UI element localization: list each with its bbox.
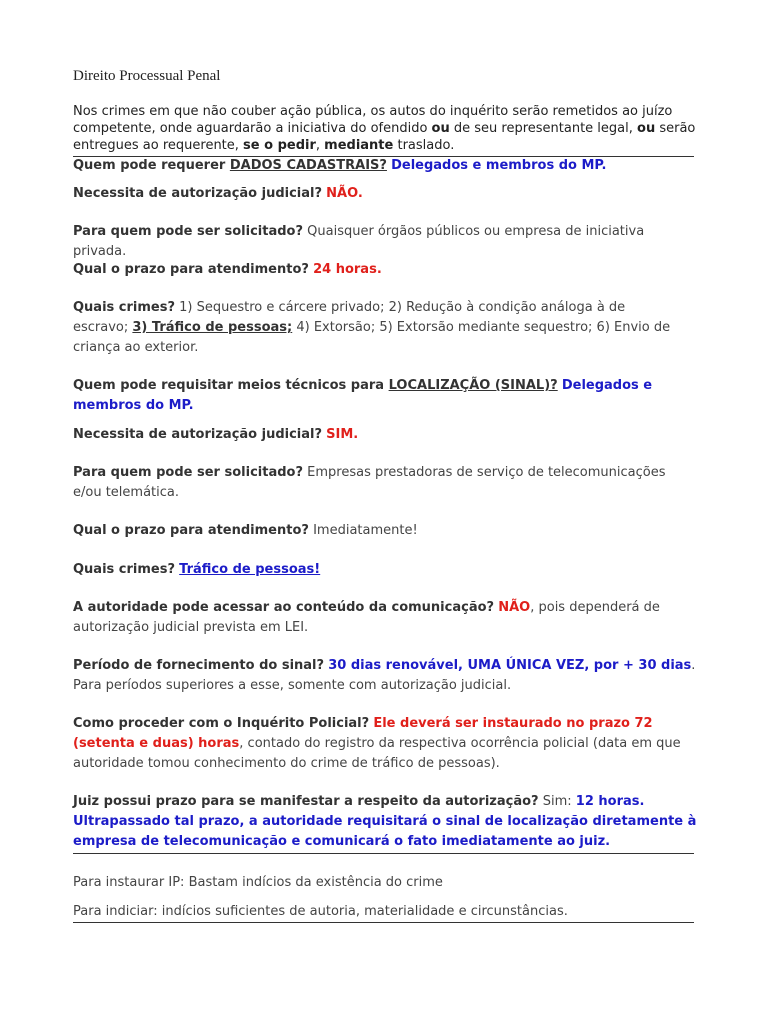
question-text: Período de fornecimento do sinal? — [73, 658, 325, 673]
sinal-juiz — [73, 792, 698, 852]
answer-text: Empresas prestadoras de serviço de telecomunicações e/ou telemática. — [73, 465, 666, 500]
intro-text-5: traslado. — [393, 138, 455, 153]
cadastrais-deadline — [73, 260, 698, 280]
question-text: Para quem pode ser solicitado? — [73, 465, 303, 480]
answer-text: , pois dependerá de autorização judicial prevista em LEI. — [73, 600, 660, 635]
question-text: Para quem pode ser solicitado? — [73, 224, 303, 239]
answer-text: Delegados e membros do MP. — [73, 378, 653, 413]
intro-paragraph — [73, 103, 698, 154]
intro-text-2: de seu representante legal, — [449, 121, 638, 136]
question-text: Qual o prazo para atendimento? — [73, 262, 309, 277]
sinal-crimes — [73, 560, 698, 580]
sinal-period — [73, 656, 698, 696]
intro-ou-2: ou — [637, 121, 656, 136]
cadastrais-auth — [73, 184, 698, 204]
sinal-inquerito — [73, 714, 698, 774]
footer-instaurar: Para instaurar IP: Bastam indícios da existência do crime — [73, 875, 443, 890]
answer-text: 30 dias renovável, UMA ÚNICA VEZ, por + 30 dias — [328, 658, 692, 673]
sinal-who — [73, 376, 698, 416]
intro-text-1: Nos crimes em que não couber ação pública, os autos do inquérito serão remetidos ao juízo competente, onde aguardarão a iniciativa do ofendido — [73, 104, 673, 136]
answer-text: Quaisquer órgãos públicos ou empresa de iniciativa privada. — [73, 224, 645, 259]
sinal-auth — [73, 425, 698, 445]
intro-mediante: mediante — [324, 138, 394, 153]
question-text: Necessita de autorização judicial? — [73, 186, 323, 201]
answer-text: NÃO — [498, 600, 531, 615]
question-text: Quais crimes? — [73, 300, 176, 315]
answer-text: . Para períodos superiores a esse, somente com autorização judicial. — [73, 658, 696, 693]
answer-text: Delegados e membros do MP. — [391, 158, 607, 173]
intro-ou-1: ou — [431, 121, 450, 136]
answer-text: 1) Sequestro e cárcere privado; 2) Redução à condição análoga à de escravo; — [73, 300, 626, 335]
answer-text: NÃO. — [326, 186, 363, 201]
answer-text: 12 horas. Ultrapassado tal prazo, a autoridade requisitará o sinal de localização diretamente à empresa de telecomunicação e comunicará o fato imediatamente ao juiz. — [73, 794, 697, 849]
question-text: Como proceder com o Inquérito Policial? — [73, 716, 370, 731]
answer-text: SIM. — [326, 427, 359, 442]
cadastrais-who — [73, 156, 698, 176]
divider-middle — [73, 853, 694, 854]
intro-text-4: , — [315, 138, 325, 153]
question-text: Juiz possui prazo para se manifestar a respeito da autorização? — [73, 794, 539, 809]
document-title: Direito Processual Penal — [73, 68, 221, 84]
localizacao-sinal-term: LOCALIZAÇÃO (SINAL)? — [388, 378, 558, 393]
question-text: Qual o prazo para atendimento? — [73, 523, 309, 538]
cadastrais-crimes — [73, 298, 673, 358]
question-text: Quem pode requisitar meios técnicos para — [73, 378, 389, 393]
dados-cadastrais-term: DADOS CADASTRAIS? — [229, 158, 387, 173]
cadastrais-to-whom — [73, 222, 698, 262]
answer-text: 24 horas. — [313, 262, 382, 277]
question-text: Quem pode requerer — [73, 158, 230, 173]
answer-text: 4) Extorsão; 5) Extorsão mediante sequestro; 6) Envio de criança ao exterior. — [73, 320, 671, 355]
sinal-to-whom — [73, 463, 673, 503]
answer-text: Sim: — [542, 794, 572, 809]
question-text: Necessita de autorização judicial? — [73, 427, 323, 442]
intro-text-3: serão entregues ao requerente, — [73, 121, 696, 153]
question-text: A autoridade pode acessar ao conteúdo da comunicação? — [73, 600, 495, 615]
sinal-content-access — [73, 598, 698, 638]
sinal-deadline — [73, 521, 698, 541]
answer-text: Ele deverá ser instaurado no prazo 72 (setenta e duas) horas — [73, 716, 653, 751]
trafico-de-pessoas-term: 3) Tráfico de pessoas; — [132, 320, 293, 335]
trafico-de-pessoas-link[interactable]: Tráfico de pessoas! — [179, 562, 321, 577]
divider-bottom — [73, 922, 694, 923]
footer-indiciar: Para indiciar: indícios suficientes de autoria, materialidade e circunstâncias. — [73, 904, 568, 919]
answer-text: Imediatamente! — [313, 523, 418, 538]
answer-text: , contado do registro da respectiva ocorrência policial (data em que autoridade tomou conhecimento do crime de tráfico de pessoas). — [73, 736, 681, 771]
question-text: Quais crimes? — [73, 562, 176, 577]
intro-se-o-pedir: se o pedir — [243, 138, 316, 153]
